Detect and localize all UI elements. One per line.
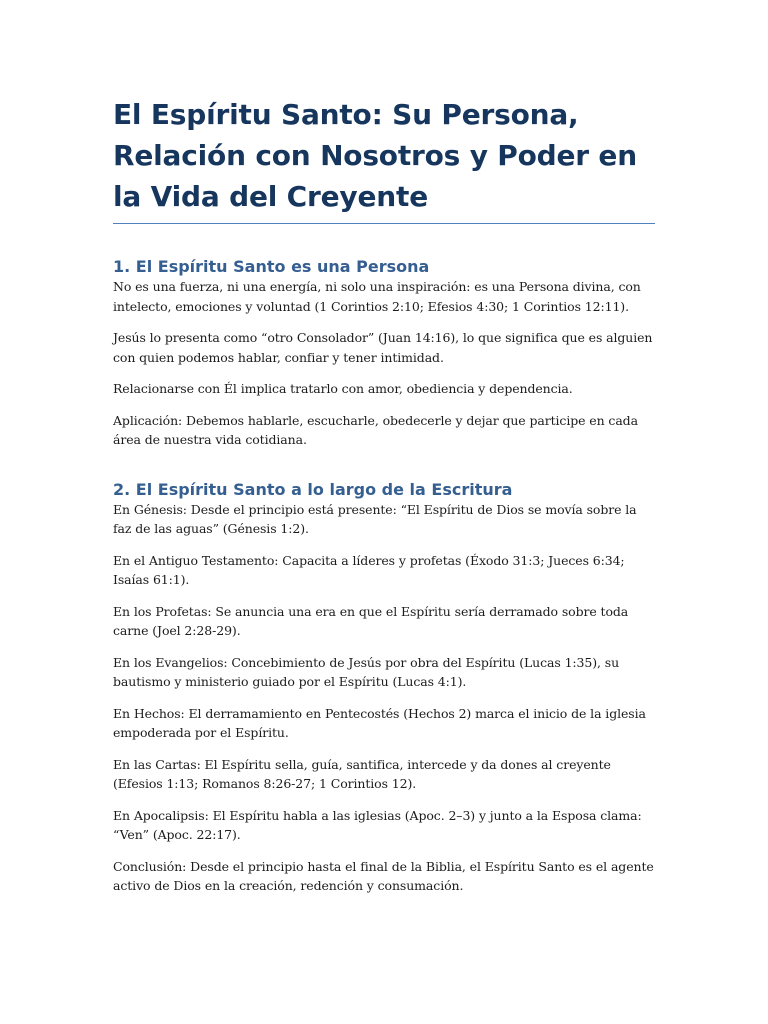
paragraph: Relacionarse con Él implica tratarlo con amor, obediencia y dependencia. <box>113 381 573 396</box>
section-persona <box>113 257 655 450</box>
paragraph: En las Cartas: El Espíritu sella, guía, santifica, intercede y da dones al creyente (Efesios 1:13; Romanos 8:26-27; 1 Corintios 12). <box>113 756 611 791</box>
section-heading: 2. El Espíritu Santo a lo largo de la Escritura <box>113 479 513 499</box>
paragraph: En el Antiguo Testamento: Capacita a líderes y profetas (Éxodo 31:3; Jueces 6:34; Isaías 61:1). <box>113 552 625 587</box>
paragraph: En Apocalipsis: El Espíritu habla a las iglesias (Apoc. 2–3) y junto a la Esposa clama: “Ven” (Apoc. 22:17). <box>113 807 642 842</box>
paragraph: Jesús lo presenta como “otro Consolador” (Juan 14:16), lo que significa que es alguien con quien podemos hablar, confiar y tener intimidad. <box>113 330 653 365</box>
paragraph: En Hechos: El derramamiento en Pentecostés (Hechos 2) marca el inicio de la iglesia empoderada por el Espíritu. <box>113 705 646 740</box>
paragraph: En los Profetas: Se anuncia una era en que el Espíritu sería derramado sobre toda carne (Joel 2:28-29). <box>113 603 629 638</box>
paragraph: No es una fuerza, ni una energía, ni solo una inspiración: es una Persona divina, con intelecto, emociones y voluntad (1 Corintios 2:10; Efesios 4:30; 1 Corintios 12:11). <box>113 279 641 314</box>
conclusion-paragraph: Conclusión: Desde el principio hasta el final de la Biblia, el Espíritu Santo es el agente activo de Dios en la creación, redención y consumación. <box>113 858 654 893</box>
section-escritura <box>113 480 655 896</box>
paragraph: Aplicación: Debemos hablarle, escucharle, obedecerle y dejar que participe en cada área de nuestra vida cotidiana. <box>113 412 638 447</box>
paragraph: En Génesis: Desde el principio está presente: “El Espíritu de Dios se movía sobre la faz de las aguas” (Génesis 1:2). <box>113 501 637 536</box>
paragraph: En los Evangelios: Concebimiento de Jesús por obra del Espíritu (Lucas 1:35), su bautismo y ministerio guiado por el Espíritu (Lucas 4:1). <box>113 654 620 689</box>
section-heading: 1. El Espíritu Santo es una Persona <box>113 257 430 276</box>
document-title: El Espíritu Santo: Su Persona, Relación con Nosotros y Poder en la Vida del Creyente <box>113 94 655 224</box>
